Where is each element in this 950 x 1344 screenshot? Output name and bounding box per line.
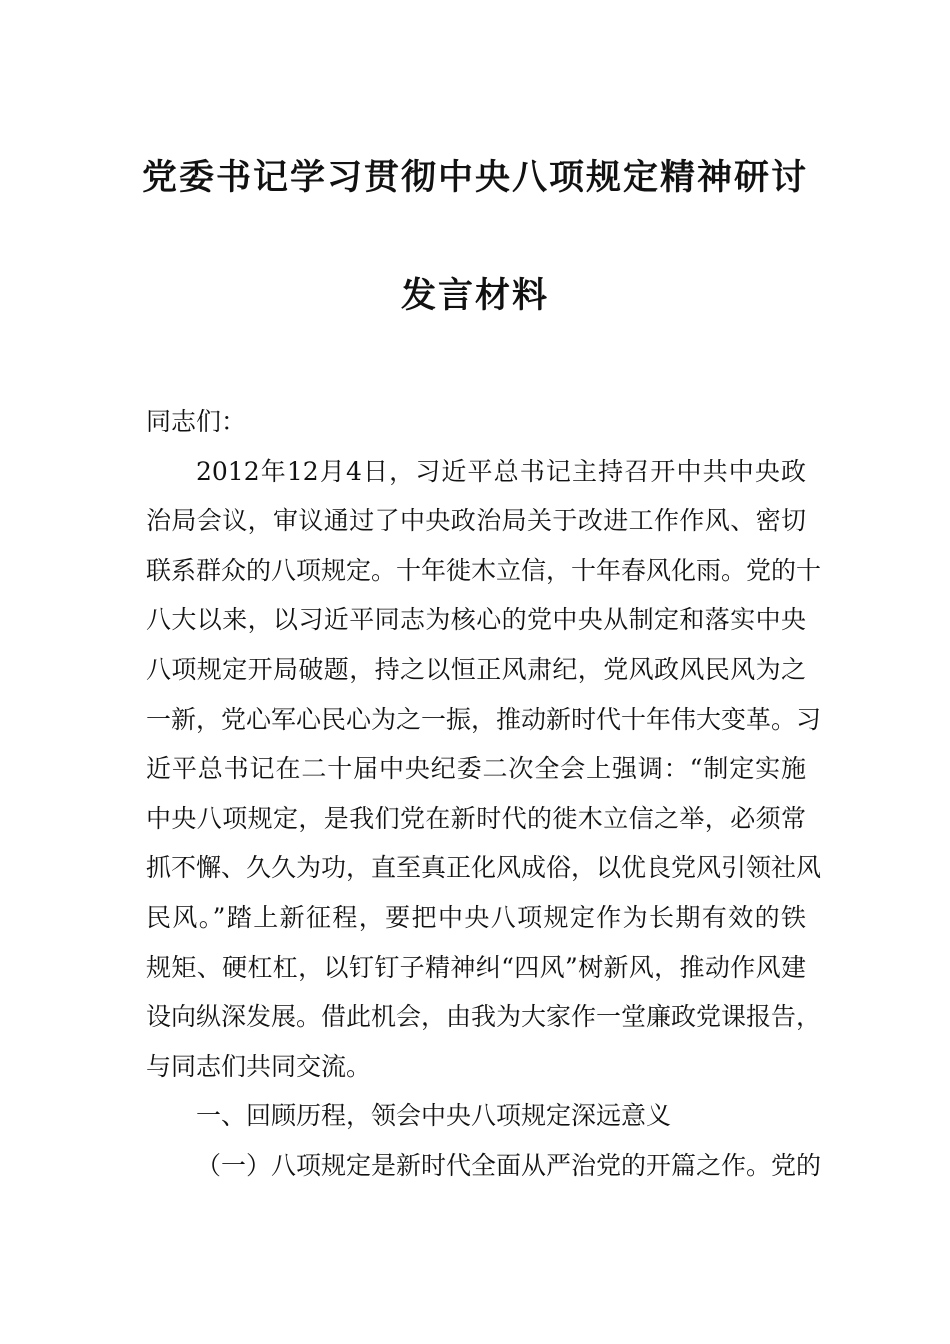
paragraph-line: 八大以来，以习近平同志为核心的党中央从制定和落实中央 (146, 605, 806, 635)
paragraph-line: 联系群众的八项规定。十年徙木立信，十年春风化雨。党的十 (146, 555, 822, 585)
paragraph-line: 规矩、硬杠杠，以钉钉子精神纠“四风”树新风，推动作风建 (146, 952, 806, 982)
document-body (146, 397, 822, 1191)
section-heading: 一、回顾历程，领会中央八项规定深远意义 (196, 1101, 672, 1131)
paragraph-line: 设向纵深发展。借此机会，由我为大家作一堂廉政党课报告， (146, 1002, 822, 1032)
salutation: 同志们： (146, 407, 247, 436)
document-title-line-2: 发言材料 (400, 275, 549, 316)
paragraph-line: 治局会议，审议通过了中央政治局关于改进工作作风、密切 (146, 506, 806, 536)
paragraph-line: 2012年12月4日，习近平总书记主持召开中共中央政 (196, 456, 806, 486)
paragraph-line: 民风。”踏上新征程，要把中央八项规定作为长期有效的铁 (146, 902, 806, 932)
paragraph-line: 一新，党心军心民心为之一振，推动新时代十年伟大变革。习 (146, 704, 822, 734)
document-title-line-1: 党委书记学习贯彻中央八项规定精神研讨 (141, 157, 808, 198)
paragraph-line: 中央八项规定，是我们党在新时代的徙木立信之举，必须常 (146, 803, 806, 833)
paragraph-line: 抓不懈、久久为功，直至真正化风成俗，以优良党风引领社风 (146, 853, 822, 883)
subsection-heading: （一）八项规定是新时代全面从严治党的开篇之作。党的 (196, 1150, 822, 1180)
paragraph-line: 与同志们共同交流。 (146, 1051, 372, 1081)
paragraph-line: 近平总书记在二十届中央纪委二次全会上强调：“制定实施 (146, 754, 806, 784)
paragraph-line: 八项规定开局破题，持之以恒正风肃纪，党风政风民风为之 (146, 654, 806, 684)
